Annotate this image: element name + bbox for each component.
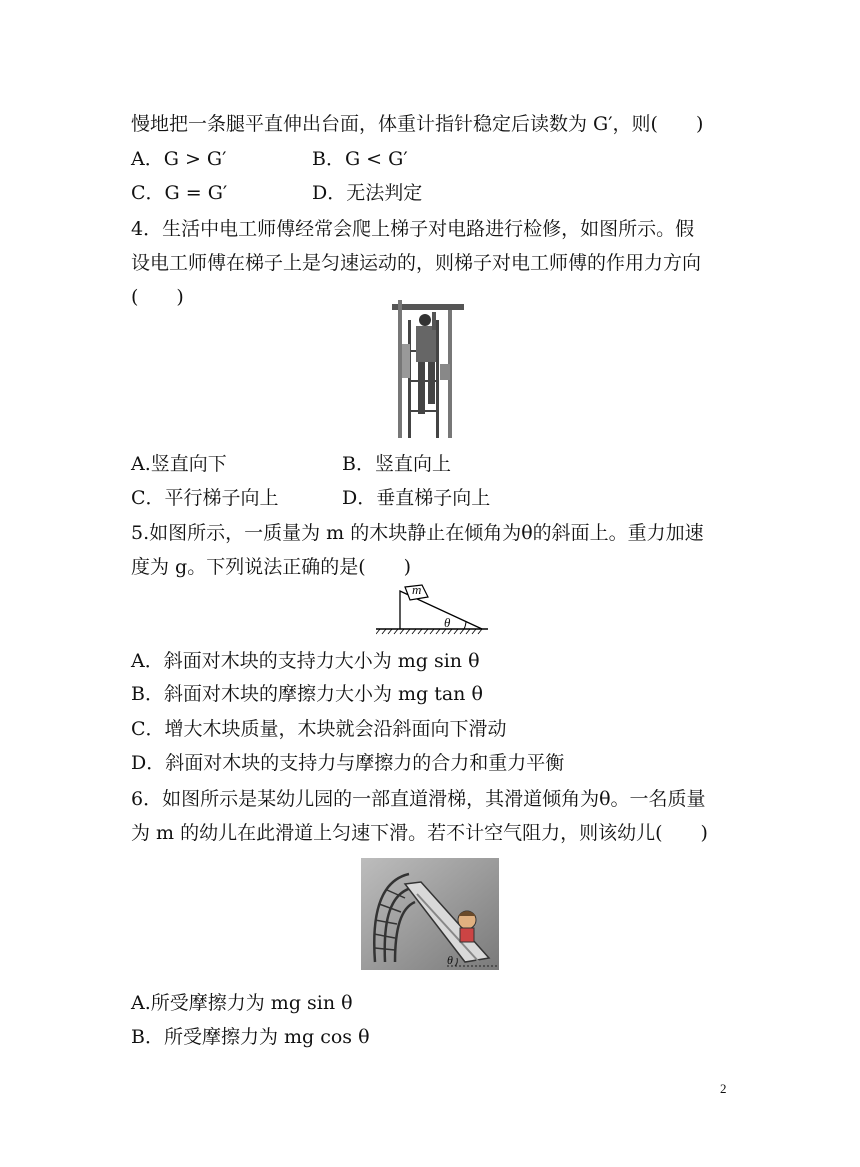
q4-text-line-2: 设电工师傅在梯子上是匀速运动的，则梯子对电工师傅的作用力方向	[131, 252, 702, 274]
q5-text-line-2: 度为 g。下列说法正确的是( )	[131, 556, 412, 578]
q6-option-b: B．所受摩擦力为 mg cos θ	[131, 1026, 370, 1048]
electrician-ladder-figure	[388, 300, 468, 438]
incline-block-label: m	[412, 582, 422, 597]
q3-option-b: B．G < G′	[312, 148, 408, 170]
q4-option-d: D．垂直梯子向上	[342, 487, 491, 509]
q3-option-a: A．G > G′	[131, 148, 227, 170]
incline-block-figure	[376, 583, 490, 635]
q4-text-line-3: ( )	[131, 286, 184, 308]
q3-option-c: C．G = G′	[131, 182, 228, 204]
q5-option-a: A．斜面对木块的支持力大小为 mg sin θ	[131, 650, 480, 672]
q4-option-b: B．竖直向上	[342, 453, 451, 475]
q5-option-c: C．增大木块质量，木块就会沿斜面向下滑动	[131, 718, 507, 740]
q6-text-line-2: 为 m 的幼儿在此滑道上匀速下滑。若不计空气阻力，则该幼儿( )	[131, 822, 708, 844]
q3-option-d: D．无法判定	[312, 182, 423, 204]
q5-text-line-1: 5.如图所示，一质量为 m 的木块静止在倾角为θ的斜面上。重力加速	[131, 522, 704, 544]
q4-option-a: A.竖直向下	[131, 453, 227, 475]
q3-text-line: 慢地把一条腿平直伸出台面，体重计指针稳定后读数为 G′，则( )	[131, 113, 704, 135]
page-number: 2	[720, 1081, 727, 1096]
q6-text-line-1: 6．如图所示是某幼儿园的一部直道滑梯，其滑道倾角为θ。一名质量	[131, 788, 706, 810]
q5-option-b: B．斜面对木块的摩擦力大小为 mg tan θ	[131, 683, 483, 705]
slide-angle-label: θ	[447, 953, 453, 967]
q4-text-line-1: 4．生活中电工师傅经常会爬上梯子对电路进行检修，如图所示。假	[131, 218, 695, 240]
slide-figure	[361, 858, 499, 970]
q5-option-d: D．斜面对木块的支持力与摩擦力的合力和重力平衡	[131, 752, 565, 774]
q6-option-a: A.所受摩擦力为 mg sin θ	[131, 992, 353, 1014]
incline-angle-label: θ	[444, 615, 451, 630]
q4-option-c: C．平行梯子向上	[131, 487, 279, 509]
